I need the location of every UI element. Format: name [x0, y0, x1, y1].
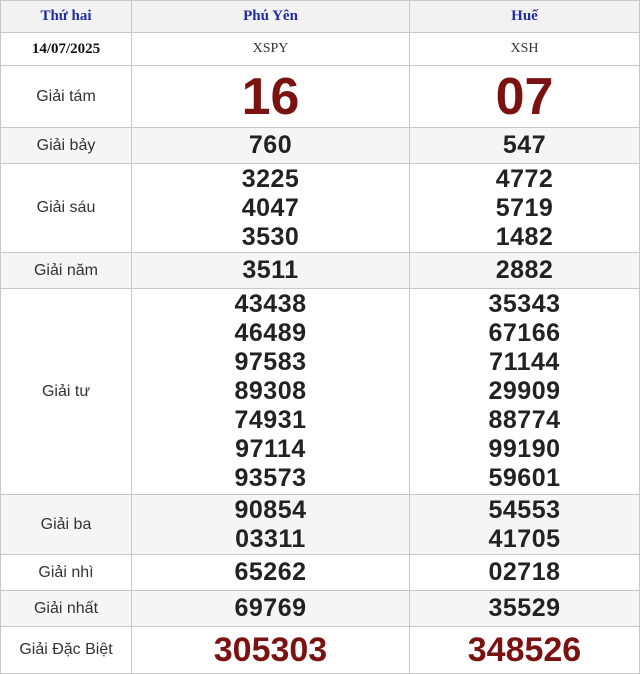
code-phu-yen: XSPY — [132, 33, 410, 66]
prize-number: 35343 — [488, 290, 561, 318]
prize-number: 760 — [248, 131, 293, 159]
prize-number: 3511 — [242, 256, 299, 284]
prize-cell-phu-yen-g1 — [132, 591, 410, 627]
prize-number: 5719 — [495, 193, 554, 222]
prize-cell-phu-yen-g5 — [132, 253, 410, 289]
prize-cell-hue-g6 — [410, 164, 640, 253]
special-prize-number: 305303 — [213, 631, 328, 669]
day-header: Thứ hai — [1, 1, 132, 33]
prize-number: 89308 — [234, 377, 307, 405]
code-hue: XSH — [410, 33, 640, 66]
special-prize-number: 348526 — [467, 631, 582, 669]
prize-number: 67166 — [488, 319, 561, 347]
prize-number: 4047 — [241, 193, 300, 222]
prize-row-special — [1, 627, 640, 674]
prize-cell-phu-yen-special — [132, 627, 410, 674]
prize-number: 88774 — [488, 406, 561, 434]
prize-label-g1: Giải nhất — [1, 591, 132, 627]
prize-row-g6 — [1, 164, 640, 253]
prize-label-g5: Giải năm — [1, 253, 132, 289]
prize-cell-phu-yen-g2 — [132, 555, 410, 591]
prize-number: 97583 — [234, 348, 307, 376]
prize-number: 547 — [502, 131, 547, 159]
prize-number: 16 — [241, 67, 300, 126]
prize-label-special: Giải Đặc Biệt — [1, 627, 132, 674]
prize-row-g2 — [1, 555, 640, 591]
prize-number: 97114 — [235, 435, 306, 463]
prize-row-g8 — [1, 66, 640, 128]
prize-label-g3: Giải ba — [1, 495, 132, 555]
prize-number: 4772 — [495, 164, 554, 193]
province-phu-yen-header[interactable]: Phú Yên — [132, 1, 410, 33]
prize-cell-hue-g7 — [410, 128, 640, 164]
prize-cell-phu-yen-g7 — [132, 128, 410, 164]
prize-row-g4 — [1, 289, 640, 495]
prize-number: 90854 — [234, 495, 307, 524]
prize-number: 1482 — [495, 222, 554, 251]
prize-row-g7 — [1, 128, 640, 164]
draw-date: 14/07/2025 — [1, 33, 132, 66]
prize-number: 35529 — [488, 594, 561, 622]
prize-cell-phu-yen-g8 — [132, 66, 410, 128]
prize-number: 69769 — [234, 594, 307, 622]
prize-row-g3 — [1, 495, 640, 555]
prize-number: 03311 — [235, 524, 306, 553]
prize-cell-hue-special — [410, 627, 640, 674]
prize-number: 3530 — [241, 222, 300, 251]
prize-cell-hue-g4 — [410, 289, 640, 495]
prize-number: 71144 — [489, 348, 560, 376]
prize-number: 93573 — [234, 464, 307, 492]
prize-number: 41705 — [488, 524, 561, 553]
date-code-row — [1, 33, 640, 66]
prize-cell-hue-g2 — [410, 555, 640, 591]
prize-cell-phu-yen-g3 — [132, 495, 410, 555]
prize-cell-hue-g3 — [410, 495, 640, 555]
prize-number: 07 — [495, 67, 554, 126]
prize-number: 46489 — [234, 319, 307, 347]
header-row — [1, 1, 640, 33]
prize-row-g5 — [1, 253, 640, 289]
prize-cell-hue-g8 — [410, 66, 640, 128]
prize-label-g2: Giải nhì — [1, 555, 132, 591]
prize-cell-hue-g1 — [410, 591, 640, 627]
prize-cell-hue-g5 — [410, 253, 640, 289]
prize-number: 59601 — [488, 464, 561, 492]
prize-number: 2882 — [495, 256, 554, 284]
prize-cell-phu-yen-g6 — [132, 164, 410, 253]
prize-number: 3225 — [241, 164, 300, 193]
prize-number: 99190 — [488, 435, 561, 463]
prize-number: 74931 — [234, 406, 307, 434]
prize-label-g4: Giải tư — [1, 289, 132, 495]
prize-number: 54553 — [488, 495, 561, 524]
province-hue-header[interactable]: Huế — [410, 1, 640, 33]
prize-number: 43438 — [234, 290, 307, 318]
prize-number: 29909 — [488, 377, 561, 405]
prize-number: 02718 — [488, 558, 561, 586]
prize-row-g1 — [1, 591, 640, 627]
prize-cell-phu-yen-g4 — [132, 289, 410, 495]
prize-label-g6: Giải sáu — [1, 164, 132, 253]
prize-label-g7: Giải bảy — [1, 128, 132, 164]
prize-number: 65262 — [234, 558, 307, 586]
prize-label-g8: Giải tám — [1, 66, 132, 128]
